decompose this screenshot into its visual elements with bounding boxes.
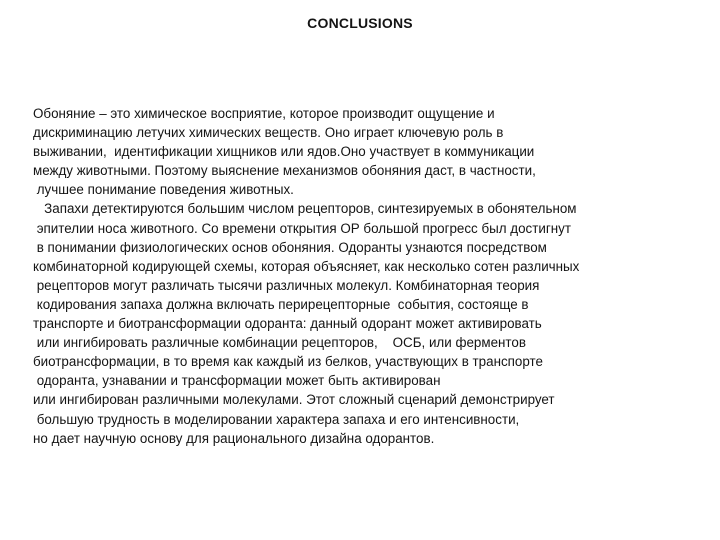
text-line: выживании, идентификации хищников или ядов.Оно участвует в коммуникации (33, 144, 535, 160)
text-line: большую трудность в моделировании характера запаха и его интенсивности, (33, 411, 520, 427)
conclusions-text (33, 104, 713, 448)
text-line: комбинаторной кодирующей схемы, которая объясняет, как несколько сотен различных (33, 258, 580, 274)
text-line: или ингибировать различные комбинации рецепторов, ОСБ, или ферментов (33, 335, 526, 351)
text-line: Запахи детектируются большим числом рецепторов, синтезируемых в обонятельном (33, 201, 577, 217)
text-line: кодирования запаха должна включать перирецепторные события, состояще в (33, 296, 529, 312)
text-line: транспорте и биотрансформации одоранта: данный одорант может активировать (33, 316, 542, 332)
slide-title: CONCLUSIONS (307, 15, 413, 31)
text-line: биотрансформации, в то время как каждый из белков, участвующих в транспорте (33, 354, 543, 370)
text-line: дискриминацию летучих химических веществ. Оно играет ключевую роль в (33, 125, 504, 141)
text-line: одоранта, узнавании и трансформации может быть активирован (33, 373, 441, 389)
text-line: лучшее понимание поведения животных. (33, 182, 294, 198)
text-line: между животными. Поэтому выяснение механизмов обоняния даст, в частности, (33, 163, 536, 179)
text-line: или ингибирован различными молекулами. Этот сложный сценарий демонстрирует (33, 392, 555, 408)
text-line: но дает научную основу для рационального дизайна одорантов. (33, 430, 435, 446)
text-line: эпителии носа животного. Со времени открытия ОР большой прогресс был достигнут (33, 220, 571, 236)
text-line: рецепторов могут различать тысячи различных молекул. Комбинаторная теория (33, 277, 540, 293)
text-line: в понимании физиологических основ обоняния. Одоранты узнаются посредством (33, 239, 547, 255)
text-line: Обоняние – это химическое восприятие, которое производит ощущение и (33, 106, 495, 121)
